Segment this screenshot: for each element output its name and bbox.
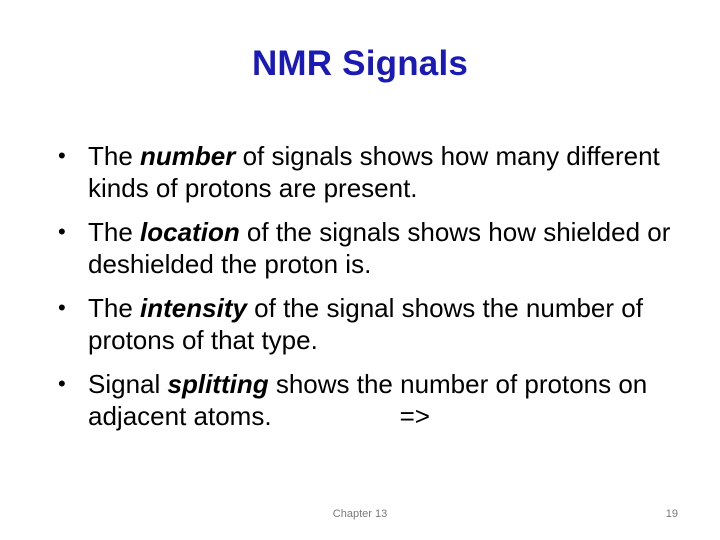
bullet-item-intensity bbox=[58, 292, 688, 356]
bullet-item-location bbox=[58, 216, 688, 280]
bullet-text-after: of the signals shows how shielded or deshielded the proton is. bbox=[88, 217, 671, 279]
bullet-dot-icon: • bbox=[58, 295, 66, 320]
bullet-text-before: The bbox=[88, 141, 141, 171]
bullet-dot-icon: • bbox=[58, 219, 66, 244]
bullet-item-number bbox=[58, 140, 688, 204]
slide-title: NMR Signals bbox=[251, 44, 469, 83]
bullet-keyword: intensity bbox=[140, 293, 247, 323]
page-number: 19 bbox=[665, 508, 678, 520]
bullet-text-before: The bbox=[88, 293, 141, 323]
bullet-text-before: The bbox=[88, 217, 141, 247]
bullet-keyword: location bbox=[140, 217, 240, 247]
bullet-item-splitting bbox=[58, 368, 688, 432]
bullet-text-after: shows the number of protons on adjacent atoms. bbox=[88, 369, 648, 431]
bullet-dot-icon: • bbox=[58, 371, 66, 396]
next-slide-arrow: => bbox=[399, 401, 430, 431]
bullet-keyword: number bbox=[140, 141, 236, 171]
bullet-keyword: splitting bbox=[167, 369, 269, 399]
bullet-text-before: Signal bbox=[88, 369, 168, 399]
bullet-text-after: of the signal shows the number of protons of that type. bbox=[88, 293, 643, 355]
bullet-list bbox=[58, 140, 688, 444]
bullet-dot-icon: • bbox=[58, 143, 66, 168]
bullet-text-after: of signals shows how many different kinds of protons are present. bbox=[88, 141, 660, 203]
footer-chapter: Chapter 13 bbox=[332, 508, 388, 520]
